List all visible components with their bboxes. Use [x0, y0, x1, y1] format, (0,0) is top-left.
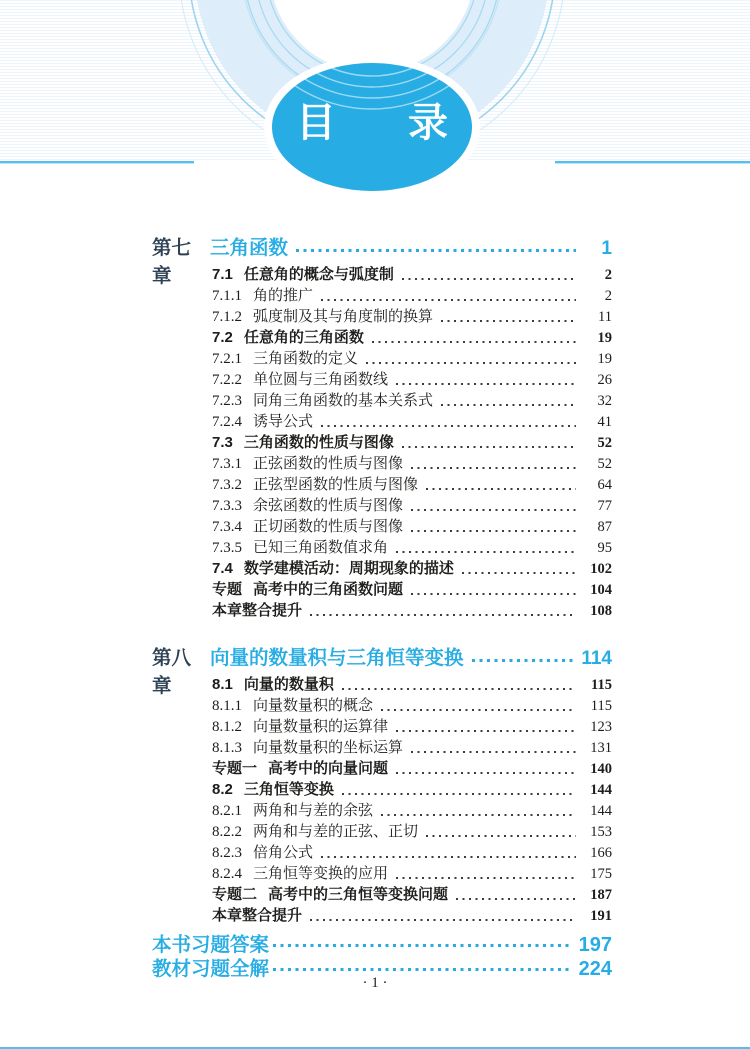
- entry-page-number: 115: [590, 698, 612, 714]
- dotted-leader: [441, 320, 576, 322]
- dotted-leader: [411, 509, 576, 511]
- entry-page-number: 175: [590, 866, 612, 882]
- entry-title: 诱导公式: [253, 414, 314, 430]
- dotted-leader: [411, 593, 576, 595]
- entry-title: 向量数量积的概念: [253, 698, 374, 714]
- entry-title: 本章整合提升: [212, 602, 303, 619]
- toc-entry: [212, 736, 612, 757]
- entry-title: 向量数量积的坐标运算: [253, 740, 404, 756]
- page-title-char: 录: [408, 101, 448, 145]
- entry-page-number: 87: [597, 519, 612, 535]
- entry-number: 8.2.1: [212, 803, 242, 819]
- toc-entry: [212, 799, 612, 820]
- chapter-label: 第八章: [152, 647, 192, 697]
- entry-number: 专题二: [212, 886, 258, 903]
- entry-number: 8.2.4: [212, 866, 242, 882]
- dotted-leader: [411, 530, 576, 532]
- dotted-leader: [310, 919, 576, 921]
- toc-entry: [212, 578, 612, 599]
- entry-page-number: 108: [590, 603, 612, 619]
- back-matter-page-number: 197: [578, 934, 612, 956]
- toc-entry: [212, 389, 612, 410]
- entry-title: 向量数量积的运算律: [253, 719, 389, 735]
- toc-list: [152, 232, 612, 980]
- entry-number: 7.4: [212, 560, 233, 577]
- dotted-leader: [462, 572, 576, 574]
- dotted-leader: [310, 614, 576, 616]
- toc-entry: [212, 557, 612, 578]
- entry-number: 8.2.3: [212, 845, 242, 861]
- entry-page-number: 144: [590, 782, 612, 798]
- dotted-leader: [321, 856, 576, 858]
- toc-entry: [212, 305, 612, 326]
- entry-number: 7.2.1: [212, 351, 242, 367]
- chapter-page-number: 114: [581, 648, 612, 669]
- dotted-leader: [402, 446, 576, 448]
- toc-entry: [212, 494, 612, 515]
- entry-title: 正弦函数的性质与图像: [253, 456, 404, 472]
- entry-title: 向量的数量积: [243, 676, 334, 693]
- toc-entry: [212, 515, 612, 536]
- entry-title: 任意角的概念与弧度制: [243, 266, 394, 283]
- chapter-page-number: 1: [601, 238, 612, 259]
- entry-title: 三角函数的性质与图像: [243, 434, 394, 451]
- page-number: · 1 ·: [362, 975, 388, 991]
- entry-page-number: 19: [597, 330, 612, 346]
- entry-page-number: 153: [590, 824, 612, 840]
- entry-page-number: 64: [597, 477, 612, 493]
- entry-title: 倍角公式: [253, 845, 314, 861]
- toc-entry: [212, 757, 612, 778]
- toc-chapter: [152, 232, 612, 620]
- entry-page-number: 52: [597, 435, 612, 451]
- entry-page-number: 123: [590, 719, 612, 735]
- toc-entry: [212, 883, 612, 904]
- toc-entry: [212, 284, 612, 305]
- dotted-leader: [381, 709, 576, 711]
- chapter-title: 三角函数: [210, 237, 289, 259]
- toc-entry: [212, 431, 612, 452]
- toc-entry: [212, 715, 612, 736]
- entry-page-number: 32: [597, 393, 612, 409]
- entry-page-number: 191: [590, 908, 612, 924]
- dotted-leader: [396, 551, 576, 553]
- back-matter-page-number: 224: [578, 958, 612, 980]
- toc-entry: [212, 904, 612, 925]
- dotted-leader: [381, 814, 576, 816]
- dotted-leader: [396, 877, 576, 879]
- toc-entry: [212, 263, 612, 284]
- entry-number: 8.1.1: [212, 698, 242, 714]
- entry-number: 7.1.1: [212, 288, 242, 304]
- dotted-leader: [296, 249, 576, 252]
- entry-number: 7.3.4: [212, 519, 242, 535]
- toc-entry: [212, 694, 612, 715]
- toc-entry: [212, 778, 612, 799]
- entry-number: 专题一: [212, 760, 258, 777]
- entry-page-number: 187: [590, 887, 612, 903]
- entry-number: 7.3.1: [212, 456, 242, 472]
- entry-number: 7.1.2: [212, 309, 242, 325]
- dotted-leader: [342, 793, 576, 795]
- back-matter-title: 本书习题答案: [152, 934, 270, 956]
- back-matter-list: [152, 929, 612, 980]
- page-title: [272, 103, 472, 143]
- dotted-leader: [456, 898, 576, 900]
- entry-title: 正弦型函数的性质与图像: [253, 477, 419, 493]
- entry-number: 7.3: [212, 434, 233, 451]
- toc-entry: [212, 452, 612, 473]
- dotted-leader: [472, 659, 576, 662]
- entry-page-number: 19: [597, 351, 612, 367]
- entry-page-number: 11: [598, 309, 612, 325]
- entry-title: 已知三角函数值求角: [253, 540, 389, 556]
- entry-title: 正切函数的性质与图像: [253, 519, 404, 535]
- dotted-leader: [411, 467, 576, 469]
- entry-number: 8.1: [212, 676, 233, 693]
- dotted-leader: [273, 944, 572, 947]
- entry-number: 专题: [212, 581, 243, 598]
- entry-title: 高考中的向量问题: [268, 760, 389, 777]
- entry-number: 8.2: [212, 781, 233, 798]
- entry-number: 7.3.3: [212, 498, 242, 514]
- dotted-leader: [372, 341, 576, 343]
- entry-page-number: 131: [590, 740, 612, 756]
- dotted-leader: [426, 835, 576, 837]
- entry-number: 7.1: [212, 266, 233, 283]
- entry-page-number: 166: [590, 845, 612, 861]
- dotted-leader: [321, 299, 576, 301]
- entry-page-number: 115: [591, 677, 612, 693]
- entry-title: 弧度制及其与角度制的换算: [253, 309, 434, 325]
- back-matter-entry: [152, 953, 612, 980]
- entry-title: 本章整合提升: [212, 907, 303, 924]
- entry-title: 两角和与差的余弦: [253, 803, 374, 819]
- page-header: [0, 0, 750, 200]
- dotted-leader: [366, 362, 576, 364]
- page-title-char: 目: [296, 101, 336, 145]
- chapter-title: 向量的数量积与三角恒等变换: [210, 647, 464, 669]
- toc-entry: [212, 326, 612, 347]
- dotted-leader: [321, 425, 576, 427]
- entry-title: 数学建模活动：周期现象的描述: [243, 560, 454, 577]
- dotted-leader: [402, 278, 576, 280]
- entry-title: 单位圆与三角函数线: [253, 372, 389, 388]
- decorative-rings: [0, 0, 750, 200]
- entry-title: 余弦函数的性质与图像: [253, 498, 404, 514]
- dotted-leader: [342, 688, 576, 690]
- dotted-leader: [396, 772, 576, 774]
- toc-entry: [212, 673, 612, 694]
- entry-page-number: 144: [590, 803, 612, 819]
- entry-number: 7.2.3: [212, 393, 242, 409]
- entry-title: 三角恒等变换的应用: [253, 866, 389, 882]
- entry-title: 高考中的三角恒等变换问题: [268, 886, 449, 903]
- entry-number: 7.2.4: [212, 414, 242, 430]
- entry-title: 高考中的三角函数问题: [253, 581, 404, 598]
- entry-page-number: 95: [597, 540, 612, 556]
- entry-title: 三角恒等变换: [243, 781, 334, 798]
- dotted-leader: [396, 730, 576, 732]
- toc-entry: [212, 862, 612, 883]
- entry-title: 同角三角函数的基本关系式: [253, 393, 434, 409]
- entry-page-number: 26: [597, 372, 612, 388]
- entry-title: 三角函数的定义: [253, 351, 359, 367]
- chapter-label: 第七章: [152, 237, 192, 287]
- entry-number: 7.2.2: [212, 372, 242, 388]
- toc-entry: [212, 536, 612, 557]
- entry-title: 角的推广: [253, 288, 314, 304]
- dotted-leader: [396, 383, 576, 385]
- entry-title: 两角和与差的正弦、正切: [253, 824, 419, 840]
- entry-page-number: 104: [590, 582, 612, 598]
- toc-chapter: [152, 642, 612, 925]
- entry-number: 8.1.2: [212, 719, 242, 735]
- toc-entry: [212, 473, 612, 494]
- toc-entry: [212, 599, 612, 620]
- entry-number: 8.2.2: [212, 824, 242, 840]
- back-matter-entry: [152, 929, 612, 956]
- entry-page-number: 102: [590, 561, 612, 577]
- dotted-leader: [426, 488, 576, 490]
- entry-page-number: 2: [604, 267, 612, 283]
- entry-number: 7.3.5: [212, 540, 242, 556]
- toc-entry: [212, 347, 612, 368]
- dotted-leader: [411, 751, 576, 753]
- toc-entry: [212, 368, 612, 389]
- chapter-entries: [212, 673, 612, 925]
- entry-number: 8.1.3: [212, 740, 242, 756]
- toc-entry: [212, 841, 612, 862]
- back-matter-title: 教材习题全解: [152, 958, 270, 980]
- chapter-entries: [212, 263, 612, 620]
- toc-entry: [212, 410, 612, 431]
- entry-page-number: 41: [597, 414, 612, 430]
- entry-page-number: 2: [604, 288, 612, 304]
- entry-number: 7.3.2: [212, 477, 242, 493]
- dotted-leader: [441, 404, 576, 406]
- toc-entry: [212, 820, 612, 841]
- entry-number: 7.2: [212, 329, 233, 346]
- entry-title: 任意角的三角函数: [243, 329, 364, 346]
- entry-page-number: 52: [597, 456, 612, 472]
- entry-page-number: 77: [597, 498, 612, 514]
- dotted-leader: [273, 968, 572, 971]
- entry-page-number: 140: [590, 761, 612, 777]
